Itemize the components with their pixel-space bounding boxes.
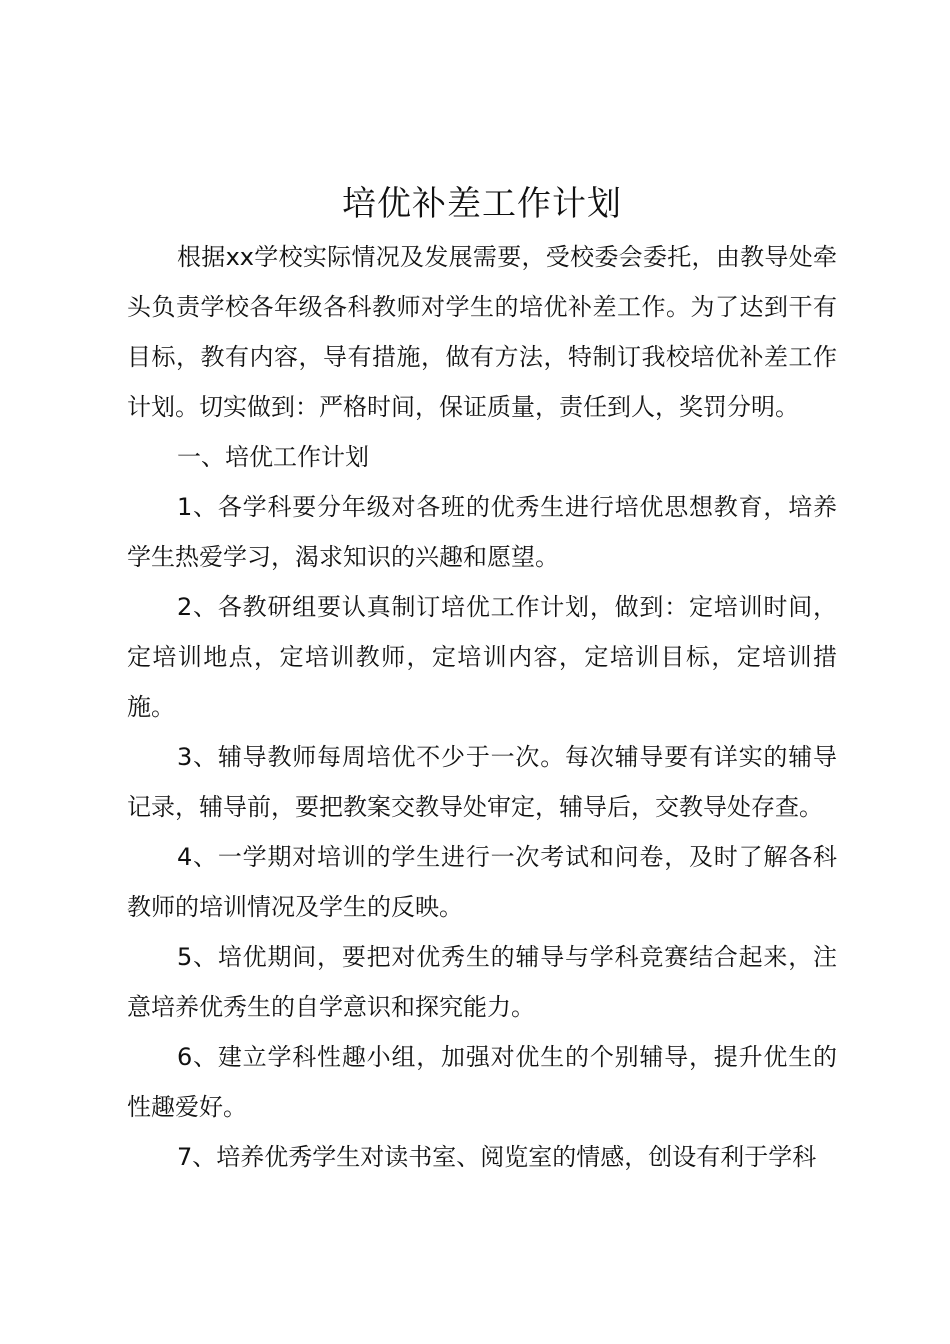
- list-item-1: 1、各学科要分年级对各班的优秀生进行培优思想教育，培养学生热爱学习，渴求知识的兴趣和愿望。: [127, 493, 837, 571]
- list-item-6: 6、建立学科性趣小组，加强对优生的个别辅导，提升优生的性趣爱好。: [127, 1043, 837, 1121]
- list-item-2: 2、各教研组要认真制订培优工作计划，做到：定培训时间，定培训地点，定培训教师，定培训内容，定培训目标，定培训措施。: [127, 593, 837, 721]
- document-page: [127, 180, 837, 1182]
- paragraph-intro: 根据xx学校实际情况及发展需要，受校委会委托，由教导处牵头负责学校各年级各科教师对学生的培优补差工作。为了达到干有目标，教有内容，导有措施，做有方法，特制订我校培优补差工作计划。切实做到：严格时间，保证质量，责任到人，奖罚分明。: [127, 243, 837, 421]
- list-item-7: 7、培养优秀学生对读书室、阅览室的情感，创设有利于学科: [177, 1143, 817, 1171]
- document-title: 培优补差工作计划: [342, 184, 622, 224]
- list-item-5: 5、培优期间，要把对优秀生的辅导与学科竞赛结合起来，注意培养优秀生的自学意识和探究能力。: [127, 943, 837, 1021]
- list-item-4: 4、一学期对培训的学生进行一次考试和问卷，及时了解各科教师的培训情况及学生的反映。: [127, 843, 837, 921]
- section-heading: 一、培优工作计划: [177, 443, 369, 471]
- list-item-3: 3、辅导教师每周培优不少于一次。每次辅导要有详实的辅导记录，辅导前，要把教案交教导处审定，辅导后，交教导处存查。: [127, 743, 837, 821]
